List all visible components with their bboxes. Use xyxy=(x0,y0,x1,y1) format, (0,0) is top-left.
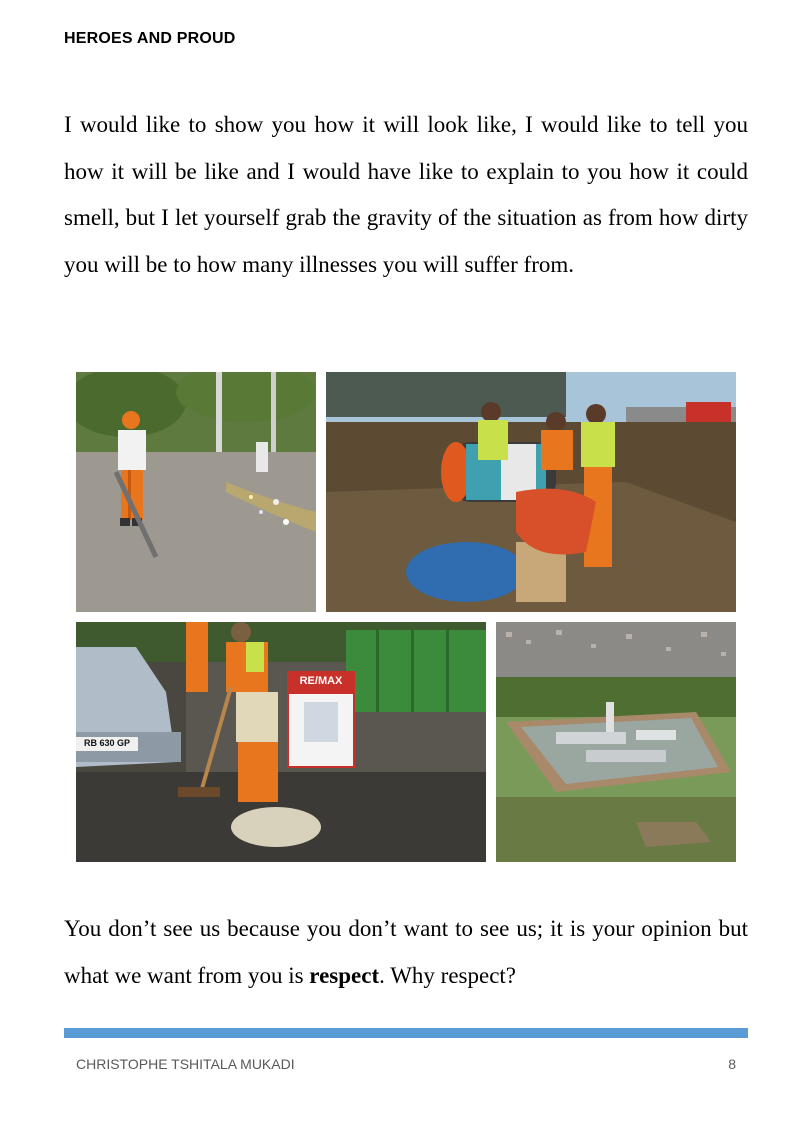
photo-collage xyxy=(76,372,736,862)
paragraph-2-text-b: . Why respect? xyxy=(379,962,517,988)
body-paragraph-1: I would like to show you how it will look like, I would like to tell you how it will be like and I would have like to explain to you how it could smell, but I let yourself grab the gravity of the situation as from how dirty you will be to how many illnesses you will suffer from. xyxy=(64,112,748,277)
photo-treatment-facility xyxy=(496,622,736,862)
paragraph-2-bold-respect: respect xyxy=(309,962,380,988)
running-header: HEROES AND PROUD xyxy=(64,30,236,47)
car-plate-text: RB 630 GP xyxy=(83,738,131,748)
sign-brand-text: RE/MAX xyxy=(299,675,343,687)
body-paragraph-2 xyxy=(64,906,748,999)
footer-author: CHRISTOPHE TSHITALA MUKADI xyxy=(76,1056,295,1072)
photo-worker-with-broom xyxy=(76,622,486,862)
footer-divider-bar xyxy=(64,1028,748,1038)
page-number: 8 xyxy=(728,1056,736,1072)
photo-workers-with-drums xyxy=(326,372,736,612)
photo-street-sweeper xyxy=(76,372,316,612)
paragraph-2-text-a: You don’t see us because you don’t want to see us; it is your opinion but what we want from you is xyxy=(64,916,748,988)
